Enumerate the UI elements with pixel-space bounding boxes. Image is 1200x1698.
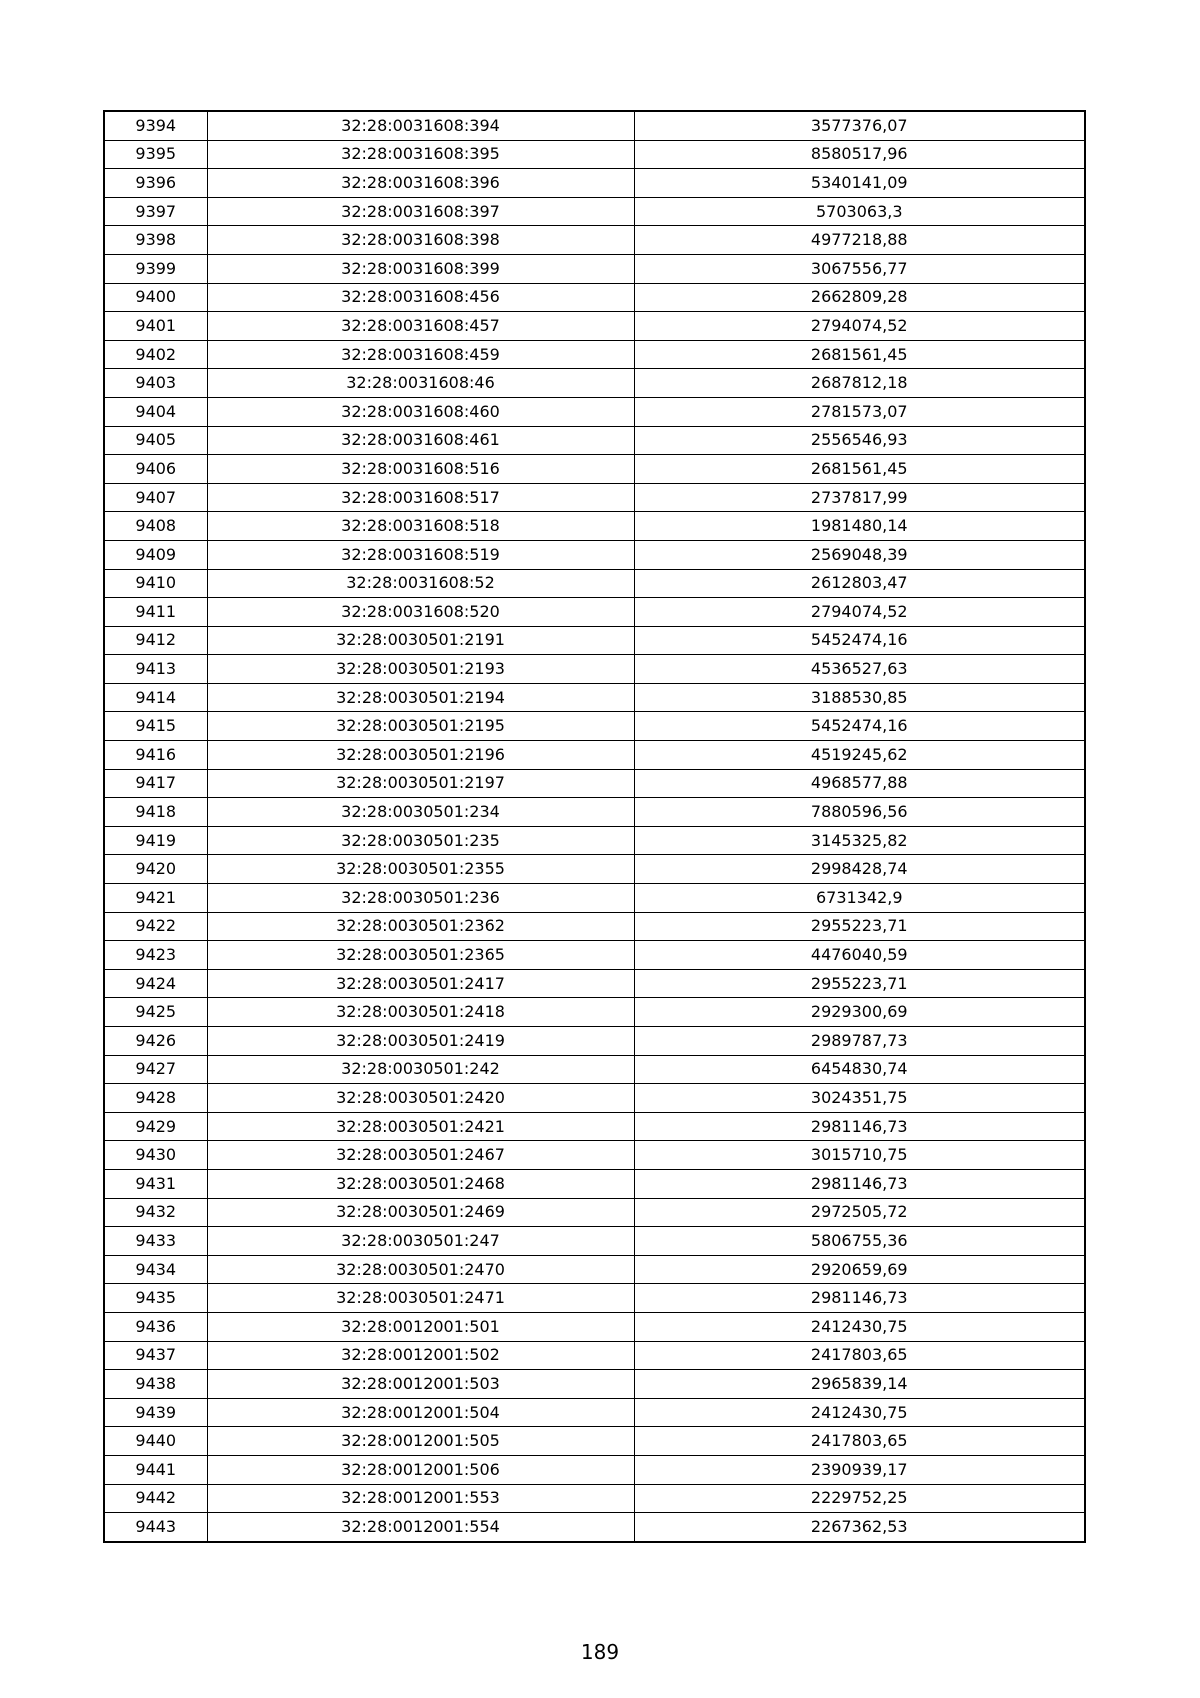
table-row — [104, 912, 1085, 941]
cadastral-value-cell: 2794074,52 — [634, 312, 1085, 341]
cadastral-value-cell: 2981146,73 — [634, 1112, 1085, 1141]
table-row — [104, 369, 1085, 398]
cadastral-number-cell: 32:28:0030501:2365 — [207, 941, 634, 970]
table-row — [104, 1370, 1085, 1399]
cadastral-value-cell: 2920659,69 — [634, 1255, 1085, 1284]
cadastral-value-cell: 2981146,73 — [634, 1284, 1085, 1313]
cadastral-value-cell: 2556546,93 — [634, 426, 1085, 455]
cadastral-value-cell: 2681561,45 — [634, 340, 1085, 369]
cadastral-number-cell: 32:28:0030501:2193 — [207, 655, 634, 684]
cadastral-value-cell: 6454830,74 — [634, 1055, 1085, 1084]
row-number-cell: 9422 — [104, 912, 207, 941]
cadastral-number-cell: 32:28:0012001:505 — [207, 1427, 634, 1456]
row-number-cell: 9433 — [104, 1227, 207, 1256]
cadastral-value-cell: 2989787,73 — [634, 1027, 1085, 1056]
table-row — [104, 712, 1085, 741]
row-number-cell: 9436 — [104, 1312, 207, 1341]
row-number-cell: 9421 — [104, 884, 207, 913]
cadastral-value-cell: 1981480,14 — [634, 512, 1085, 541]
table-row — [104, 1255, 1085, 1284]
cadastral-value-cell: 4519245,62 — [634, 741, 1085, 770]
row-number-cell: 9397 — [104, 197, 207, 226]
table-row — [104, 512, 1085, 541]
cadastral-number-cell: 32:28:0030501:2197 — [207, 769, 634, 798]
cadastral-number-cell: 32:28:0031608:396 — [207, 169, 634, 198]
row-number-cell: 9415 — [104, 712, 207, 741]
cadastral-value-cell: 2390939,17 — [634, 1455, 1085, 1484]
table-row — [104, 1312, 1085, 1341]
cadastral-number-cell: 32:28:0030501:2417 — [207, 969, 634, 998]
cadastral-number-cell: 32:28:0012001:501 — [207, 1312, 634, 1341]
table-row — [104, 540, 1085, 569]
cadastral-value-cell: 2417803,65 — [634, 1341, 1085, 1370]
row-number-cell: 9425 — [104, 998, 207, 1027]
row-number-cell: 9410 — [104, 569, 207, 598]
cadastral-number-cell: 32:28:0030501:2420 — [207, 1084, 634, 1113]
row-number-cell: 9418 — [104, 798, 207, 827]
cadastral-value-cell: 2612803,47 — [634, 569, 1085, 598]
cadastral-value-cell: 2955223,71 — [634, 912, 1085, 941]
row-number-cell: 9416 — [104, 741, 207, 770]
cadastral-number-cell: 32:28:0031608:519 — [207, 540, 634, 569]
table-row — [104, 941, 1085, 970]
row-number-cell: 9431 — [104, 1169, 207, 1198]
cadastral-number-cell: 32:28:0012001:554 — [207, 1513, 634, 1542]
cadastral-value-cell: 2737817,99 — [634, 483, 1085, 512]
row-number-cell: 9400 — [104, 283, 207, 312]
cadastral-value-cell: 3145325,82 — [634, 826, 1085, 855]
cadastral-value-cell: 2412430,75 — [634, 1312, 1085, 1341]
row-number-cell: 9408 — [104, 512, 207, 541]
row-number-cell: 9398 — [104, 226, 207, 255]
cadastral-value-cell: 6731342,9 — [634, 884, 1085, 913]
cadastral-number-cell: 32:28:0030501:236 — [207, 884, 634, 913]
cadastral-number-cell: 32:28:0031608:52 — [207, 569, 634, 598]
table-row — [104, 969, 1085, 998]
row-number-cell: 9419 — [104, 826, 207, 855]
table-row — [104, 140, 1085, 169]
cadastral-number-cell: 32:28:0030501:247 — [207, 1227, 634, 1256]
cadastral-value-cell: 8580517,96 — [634, 140, 1085, 169]
cadastral-value-cell: 2267362,53 — [634, 1513, 1085, 1542]
table-row — [104, 1455, 1085, 1484]
table-row — [104, 1141, 1085, 1170]
cadastral-value-cell: 2417803,65 — [634, 1427, 1085, 1456]
cadastral-number-cell: 32:28:0030501:2195 — [207, 712, 634, 741]
row-number-cell: 9412 — [104, 626, 207, 655]
table-row — [104, 598, 1085, 627]
cadastral-value-cell: 5452474,16 — [634, 626, 1085, 655]
table-row — [104, 655, 1085, 684]
cadastral-value-cell: 2229752,25 — [634, 1484, 1085, 1513]
table-row — [104, 483, 1085, 512]
table-row — [104, 1484, 1085, 1513]
table-row — [104, 1284, 1085, 1313]
row-number-cell: 9405 — [104, 426, 207, 455]
cadastral-value-cell: 5806755,36 — [634, 1227, 1085, 1256]
table-row — [104, 884, 1085, 913]
cadastral-number-cell: 32:28:0031608:517 — [207, 483, 634, 512]
row-number-cell: 9423 — [104, 941, 207, 970]
cadastral-number-cell: 32:28:0030501:2362 — [207, 912, 634, 941]
row-number-cell: 9409 — [104, 540, 207, 569]
cadastral-number-cell: 32:28:0031608:461 — [207, 426, 634, 455]
row-number-cell: 9401 — [104, 312, 207, 341]
cadastral-value-cell: 3067556,77 — [634, 254, 1085, 283]
table-row — [104, 1027, 1085, 1056]
row-number-cell: 9430 — [104, 1141, 207, 1170]
cadastral-number-cell: 32:28:0030501:2194 — [207, 683, 634, 712]
cadastral-number-cell: 32:28:0031608:457 — [207, 312, 634, 341]
table-row — [104, 1112, 1085, 1141]
cadastral-value-cell: 2981146,73 — [634, 1169, 1085, 1198]
cadastral-number-cell: 32:28:0031608:394 — [207, 111, 634, 140]
cadastral-value-cell: 5703063,3 — [634, 197, 1085, 226]
cadastral-number-cell: 32:28:0030501:2418 — [207, 998, 634, 1027]
row-number-cell: 9395 — [104, 140, 207, 169]
table-row — [104, 1341, 1085, 1370]
cadastral-value-cell: 2781573,07 — [634, 397, 1085, 426]
cadastral-value-cell: 2965839,14 — [634, 1370, 1085, 1399]
cadastral-number-cell: 32:28:0030501:2469 — [207, 1198, 634, 1227]
cadastral-value-cell: 2412430,75 — [634, 1398, 1085, 1427]
row-number-cell: 9406 — [104, 455, 207, 484]
table-row — [104, 426, 1085, 455]
row-number-cell: 9399 — [104, 254, 207, 283]
row-number-cell: 9440 — [104, 1427, 207, 1456]
row-number-cell: 9396 — [104, 169, 207, 198]
cadastral-value-cell: 5452474,16 — [634, 712, 1085, 741]
cadastral-number-cell: 32:28:0031608:46 — [207, 369, 634, 398]
cadastral-number-cell: 32:28:0030501:2471 — [207, 1284, 634, 1313]
table-row — [104, 855, 1085, 884]
row-number-cell: 9411 — [104, 598, 207, 627]
row-number-cell: 9441 — [104, 1455, 207, 1484]
cadastral-number-cell: 32:28:0031608:399 — [207, 254, 634, 283]
row-number-cell: 9435 — [104, 1284, 207, 1313]
table-row — [104, 254, 1085, 283]
row-number-cell: 9432 — [104, 1198, 207, 1227]
table-row — [104, 312, 1085, 341]
cadastral-number-cell: 32:28:0030501:2355 — [207, 855, 634, 884]
cadastral-value-cell: 2998428,74 — [634, 855, 1085, 884]
table-row — [104, 455, 1085, 484]
cadastral-number-cell: 32:28:0030501:242 — [207, 1055, 634, 1084]
cadastral-value-cell: 2794074,52 — [634, 598, 1085, 627]
row-number-cell: 9394 — [104, 111, 207, 140]
cadastral-number-cell: 32:28:0031608:460 — [207, 397, 634, 426]
cadastral-value-cell: 2569048,39 — [634, 540, 1085, 569]
cadastral-number-cell: 32:28:0012001:502 — [207, 1341, 634, 1370]
cadastral-number-cell: 32:28:0030501:2468 — [207, 1169, 634, 1198]
table-row — [104, 626, 1085, 655]
cadastral-value-cell: 3577376,07 — [634, 111, 1085, 140]
table-row — [104, 683, 1085, 712]
row-number-cell: 9439 — [104, 1398, 207, 1427]
cadastral-value-cell: 3024351,75 — [634, 1084, 1085, 1113]
cadastral-number-cell: 32:28:0012001:504 — [207, 1398, 634, 1427]
cadastral-number-cell: 32:28:0030501:2196 — [207, 741, 634, 770]
cadastral-value-cell: 4476040,59 — [634, 941, 1085, 970]
row-number-cell: 9420 — [104, 855, 207, 884]
page-number: 189 — [580, 1640, 620, 1664]
table-row — [104, 798, 1085, 827]
row-number-cell: 9438 — [104, 1370, 207, 1399]
table-row — [104, 397, 1085, 426]
table-row — [104, 769, 1085, 798]
cadastral-number-cell: 32:28:0030501:2421 — [207, 1112, 634, 1141]
table-row — [104, 1398, 1085, 1427]
row-number-cell: 9443 — [104, 1513, 207, 1542]
row-number-cell: 9427 — [104, 1055, 207, 1084]
cadastral-value-cell: 2681561,45 — [634, 455, 1085, 484]
row-number-cell: 9402 — [104, 340, 207, 369]
table-row — [104, 1427, 1085, 1456]
cadastral-number-cell: 32:28:0030501:235 — [207, 826, 634, 855]
cadastral-value-table — [103, 110, 1086, 1543]
cadastral-number-cell: 32:28:0030501:2419 — [207, 1027, 634, 1056]
cadastral-number-cell: 32:28:0031608:395 — [207, 140, 634, 169]
cadastral-number-cell: 32:28:0030501:2191 — [207, 626, 634, 655]
table-row — [104, 998, 1085, 1027]
table-row — [104, 340, 1085, 369]
cadastral-number-cell: 32:28:0031608:518 — [207, 512, 634, 541]
cadastral-value-cell: 2972505,72 — [634, 1198, 1085, 1227]
cadastral-number-cell: 32:28:0031608:397 — [207, 197, 634, 226]
table-row — [104, 1198, 1085, 1227]
cadastral-number-cell: 32:28:0031608:520 — [207, 598, 634, 627]
table-row — [104, 741, 1085, 770]
cadastral-number-cell: 32:28:0030501:2467 — [207, 1141, 634, 1170]
row-number-cell: 9417 — [104, 769, 207, 798]
row-number-cell: 9403 — [104, 369, 207, 398]
row-number-cell: 9434 — [104, 1255, 207, 1284]
table-row — [104, 1227, 1085, 1256]
cadastral-number-cell: 32:28:0012001:553 — [207, 1484, 634, 1513]
cadastral-number-cell: 32:28:0012001:503 — [207, 1370, 634, 1399]
table-row — [104, 569, 1085, 598]
cadastral-value-cell: 2662809,28 — [634, 283, 1085, 312]
table-row — [104, 1169, 1085, 1198]
table-row — [104, 226, 1085, 255]
table-row — [104, 826, 1085, 855]
table-row — [104, 283, 1085, 312]
cadastral-number-cell: 32:28:0012001:506 — [207, 1455, 634, 1484]
table-row — [104, 1055, 1085, 1084]
row-number-cell: 9414 — [104, 683, 207, 712]
cadastral-value-cell: 4977218,88 — [634, 226, 1085, 255]
row-number-cell: 9407 — [104, 483, 207, 512]
table-row — [104, 197, 1085, 226]
cadastral-number-cell: 32:28:0030501:234 — [207, 798, 634, 827]
row-number-cell: 9424 — [104, 969, 207, 998]
cadastral-value-cell: 7880596,56 — [634, 798, 1085, 827]
cadastral-number-cell: 32:28:0031608:398 — [207, 226, 634, 255]
table-body — [104, 111, 1085, 1542]
cadastral-value-cell: 4536527,63 — [634, 655, 1085, 684]
row-number-cell: 9428 — [104, 1084, 207, 1113]
cadastral-value-cell: 3015710,75 — [634, 1141, 1085, 1170]
cadastral-value-cell: 4968577,88 — [634, 769, 1085, 798]
cadastral-value-cell: 3188530,85 — [634, 683, 1085, 712]
table-row — [104, 1513, 1085, 1542]
cadastral-value-cell: 2687812,18 — [634, 369, 1085, 398]
row-number-cell: 9426 — [104, 1027, 207, 1056]
row-number-cell: 9413 — [104, 655, 207, 684]
cadastral-number-cell: 32:28:0031608:516 — [207, 455, 634, 484]
cadastral-number-cell: 32:28:0030501:2470 — [207, 1255, 634, 1284]
row-number-cell: 9404 — [104, 397, 207, 426]
cadastral-number-cell: 32:28:0031608:456 — [207, 283, 634, 312]
cadastral-number-cell: 32:28:0031608:459 — [207, 340, 634, 369]
row-number-cell: 9437 — [104, 1341, 207, 1370]
row-number-cell: 9442 — [104, 1484, 207, 1513]
cadastral-value-cell: 5340141,09 — [634, 169, 1085, 198]
cadastral-value-cell: 2929300,69 — [634, 998, 1085, 1027]
table-row — [104, 169, 1085, 198]
table-row — [104, 111, 1085, 140]
table-row — [104, 1084, 1085, 1113]
cadastral-value-cell: 2955223,71 — [634, 969, 1085, 998]
row-number-cell: 9429 — [104, 1112, 207, 1141]
